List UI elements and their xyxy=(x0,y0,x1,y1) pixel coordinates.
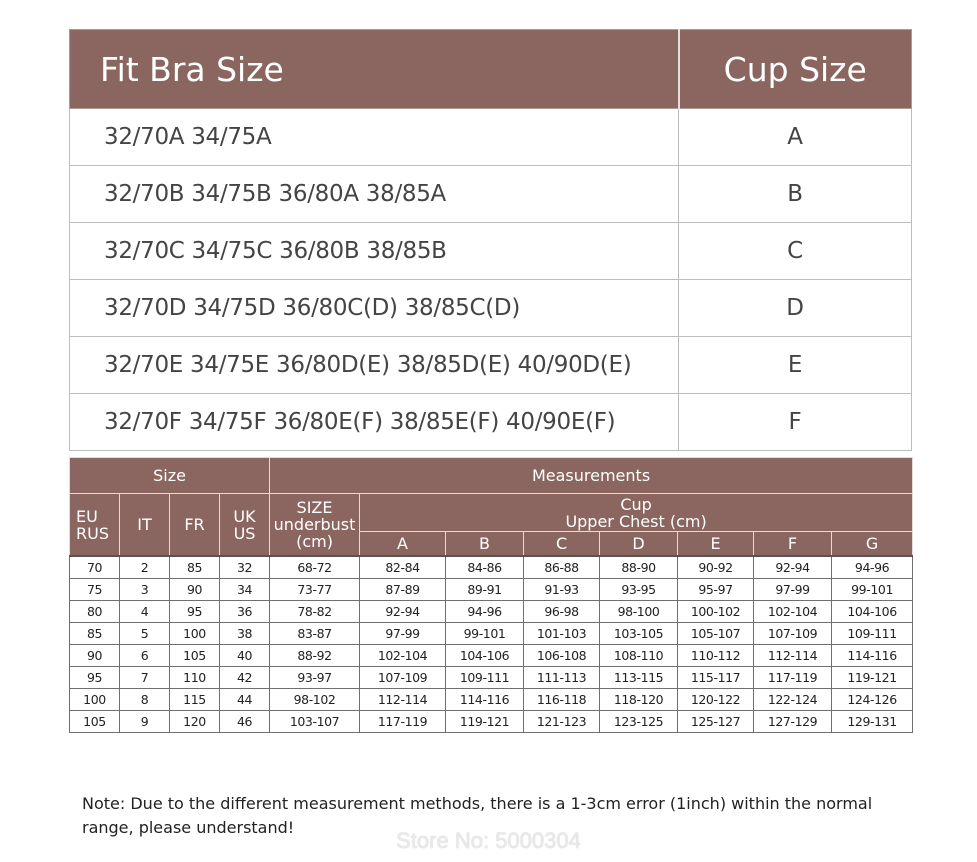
size-label: SIZE xyxy=(296,498,333,517)
size-cell: 98-100 xyxy=(600,601,678,623)
uk-label: UK xyxy=(233,506,256,526)
cup-col-a: A xyxy=(360,532,446,557)
size-row xyxy=(70,711,913,733)
size-cell: 114-116 xyxy=(446,689,524,711)
size-cell: 123-125 xyxy=(600,711,678,733)
size-cell: 84-86 xyxy=(446,556,524,579)
cup-label: Cup xyxy=(620,494,652,514)
size-cell: 129-131 xyxy=(832,711,913,733)
size-row xyxy=(70,556,913,579)
size-cell: 110-112 xyxy=(678,645,754,667)
cup-col-f: F xyxy=(754,532,832,557)
size-cell: 83-87 xyxy=(270,623,360,645)
size-cell: 104-106 xyxy=(446,645,524,667)
fit-sizes: 32/70C 34/75C 36/80B 38/85B xyxy=(70,223,679,280)
cup-col-b: B xyxy=(446,532,524,557)
size-cell: 9 xyxy=(120,711,170,733)
size-cell: 88-90 xyxy=(600,556,678,579)
fit-table-header xyxy=(70,30,912,109)
uk-us-header xyxy=(220,494,270,557)
fit-sizes: 32/70E 34/75E 36/80D(E) 38/85D(E) 40/90D(E) xyxy=(70,337,679,394)
fit-sizes: 32/70D 34/75D 36/80C(D) 38/85C(D) xyxy=(70,280,679,337)
size-cell: 111-113 xyxy=(524,667,600,689)
size-cell: 109-111 xyxy=(832,623,913,645)
size-cell: 121-123 xyxy=(524,711,600,733)
size-cell: 93-95 xyxy=(600,579,678,601)
size-cell: 112-114 xyxy=(360,689,446,711)
upper-chest-header xyxy=(360,494,913,532)
size-cell: 90 xyxy=(170,579,220,601)
size-chart-body xyxy=(70,556,913,733)
size-cell: 117-119 xyxy=(360,711,446,733)
fit-cup: E xyxy=(679,337,912,394)
cup-col-c: C xyxy=(524,532,600,557)
size-cell: 85 xyxy=(170,556,220,579)
size-cell: 100-102 xyxy=(678,601,754,623)
size-cell: 110 xyxy=(170,667,220,689)
size-cell: 107-109 xyxy=(754,623,832,645)
size-cell: 94-96 xyxy=(832,556,913,579)
size-row xyxy=(70,645,913,667)
size-cell: 105 xyxy=(170,645,220,667)
size-cell: 5 xyxy=(120,623,170,645)
size-cell: 100 xyxy=(70,689,120,711)
size-cell: 99-101 xyxy=(832,579,913,601)
fit-sizes: 32/70F 34/75F 36/80E(F) 38/85E(F) 40/90E(F) xyxy=(70,394,679,451)
size-cell: 8 xyxy=(120,689,170,711)
size-cell: 122-124 xyxy=(754,689,832,711)
size-cell: 105 xyxy=(70,711,120,733)
size-cell: 86-88 xyxy=(524,556,600,579)
underbust-label: underbust xyxy=(273,515,356,534)
size-cell: 95-97 xyxy=(678,579,754,601)
size-row xyxy=(70,623,913,645)
fit-table-row xyxy=(70,166,912,223)
size-cell: 103-107 xyxy=(270,711,360,733)
cup-col-e: E xyxy=(678,532,754,557)
fit-sizes: 32/70A 34/75A xyxy=(70,109,679,166)
size-row xyxy=(70,667,913,689)
size-cell: 4 xyxy=(120,601,170,623)
size-cell: 105-107 xyxy=(678,623,754,645)
size-cell: 108-110 xyxy=(600,645,678,667)
size-cell: 92-94 xyxy=(754,556,832,579)
us-label: US xyxy=(233,523,256,543)
fit-sizes: 32/70B 34/75B 36/80A 38/85A xyxy=(70,166,679,223)
size-cell: 102-104 xyxy=(360,645,446,667)
size-chart-table xyxy=(69,457,913,733)
size-cell: 85 xyxy=(70,623,120,645)
size-cell: 100 xyxy=(170,623,220,645)
size-cell: 109-111 xyxy=(446,667,524,689)
size-cell: 6 xyxy=(120,645,170,667)
size-row xyxy=(70,579,913,601)
size-cell: 124-126 xyxy=(832,689,913,711)
size-cell: 119-121 xyxy=(446,711,524,733)
fr-header: FR xyxy=(170,494,220,557)
size-cell: 101-103 xyxy=(524,623,600,645)
eu-label: EU xyxy=(76,506,98,526)
fit-cup: A xyxy=(679,109,912,166)
size-cell: 95 xyxy=(70,667,120,689)
size-cell: 73-77 xyxy=(270,579,360,601)
size-cell: 93-97 xyxy=(270,667,360,689)
fit-bra-size-table xyxy=(69,29,912,451)
size-cell: 117-119 xyxy=(754,667,832,689)
size-cell: 38 xyxy=(220,623,270,645)
size-cell: 75 xyxy=(70,579,120,601)
fit-table-row xyxy=(70,394,912,451)
size-cell: 97-99 xyxy=(754,579,832,601)
underbust-header xyxy=(270,494,360,557)
size-cell: 90-92 xyxy=(678,556,754,579)
cm-label: (cm) xyxy=(296,532,333,551)
size-cell: 80 xyxy=(70,601,120,623)
fit-cup: B xyxy=(679,166,912,223)
size-cell: 116-118 xyxy=(524,689,600,711)
fit-table-row xyxy=(70,280,912,337)
size-cell: 87-89 xyxy=(360,579,446,601)
fit-bra-size-header: Fit Bra Size xyxy=(70,30,679,109)
size-row xyxy=(70,601,913,623)
fit-table-row xyxy=(70,223,912,280)
measurement-note: Note: Due to the different measurement methods, there is a 1-3cm error (1inch) within the normal range, please understand! xyxy=(82,794,873,837)
size-cell: 32 xyxy=(220,556,270,579)
size-cell: 103-105 xyxy=(600,623,678,645)
size-cell: 120-122 xyxy=(678,689,754,711)
size-cell: 104-106 xyxy=(832,601,913,623)
size-cell: 95 xyxy=(170,601,220,623)
size-cell: 115 xyxy=(170,689,220,711)
upper-chest-label: Upper Chest (cm) xyxy=(565,511,707,531)
fit-table-row xyxy=(70,337,912,394)
size-cell: 46 xyxy=(220,711,270,733)
cup-size-header: Cup Size xyxy=(679,30,912,109)
size-cell: 68-72 xyxy=(270,556,360,579)
size-cell: 120 xyxy=(170,711,220,733)
size-cell: 44 xyxy=(220,689,270,711)
size-cell: 127-129 xyxy=(754,711,832,733)
fit-cup: C xyxy=(679,223,912,280)
size-cell: 115-117 xyxy=(678,667,754,689)
size-cell: 70 xyxy=(70,556,120,579)
size-cell: 40 xyxy=(220,645,270,667)
size-cell: 42 xyxy=(220,667,270,689)
size-row xyxy=(70,689,913,711)
size-cell: 125-127 xyxy=(678,711,754,733)
fit-table-row xyxy=(70,109,912,166)
size-cell: 119-121 xyxy=(832,667,913,689)
size-cell: 114-116 xyxy=(832,645,913,667)
fit-cup: F xyxy=(679,394,912,451)
size-cell: 118-120 xyxy=(600,689,678,711)
it-header: IT xyxy=(120,494,170,557)
cup-col-d: D xyxy=(600,532,678,557)
size-cell: 3 xyxy=(120,579,170,601)
size-cell: 82-84 xyxy=(360,556,446,579)
size-cell: 90 xyxy=(70,645,120,667)
eu-rus-header xyxy=(70,494,120,557)
size-cell: 88-92 xyxy=(270,645,360,667)
size-cell: 7 xyxy=(120,667,170,689)
size-cell: 102-104 xyxy=(754,601,832,623)
size-cell: 113-115 xyxy=(600,667,678,689)
size-cell: 91-93 xyxy=(524,579,600,601)
size-cell: 34 xyxy=(220,579,270,601)
size-cell: 89-91 xyxy=(446,579,524,601)
size-cell: 78-82 xyxy=(270,601,360,623)
store-watermark: Store No: 5000304 xyxy=(396,828,581,853)
size-cell: 2 xyxy=(120,556,170,579)
cup-col-g: G xyxy=(832,532,913,557)
size-cell: 107-109 xyxy=(360,667,446,689)
size-cell: 92-94 xyxy=(360,601,446,623)
size-cell: 97-99 xyxy=(360,623,446,645)
measurements-group-header: Measurements xyxy=(270,458,913,494)
size-cell: 96-98 xyxy=(524,601,600,623)
size-cell: 98-102 xyxy=(270,689,360,711)
size-group-header: Size xyxy=(70,458,270,494)
size-cell: 36 xyxy=(220,601,270,623)
fit-cup: D xyxy=(679,280,912,337)
size-cell: 112-114 xyxy=(754,645,832,667)
size-cell: 99-101 xyxy=(446,623,524,645)
size-cell: 94-96 xyxy=(446,601,524,623)
size-cell: 106-108 xyxy=(524,645,600,667)
rus-label: RUS xyxy=(76,523,109,543)
